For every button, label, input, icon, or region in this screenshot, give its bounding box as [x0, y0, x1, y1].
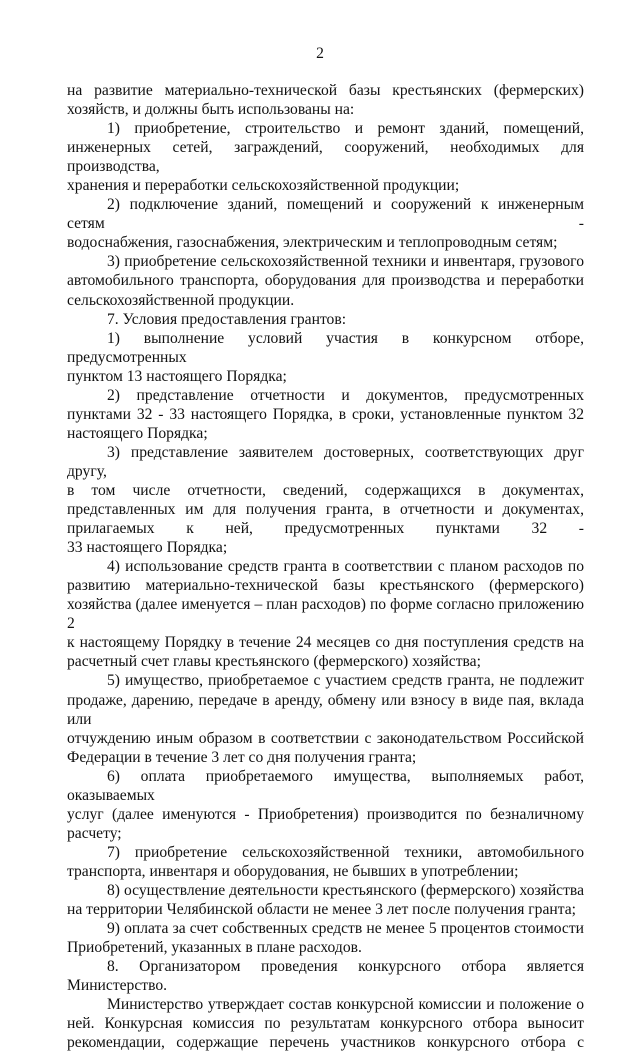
paragraph-line: 8. Организатором проведения конкурсного отбора является	[107, 958, 584, 976]
paragraph-line: 3) приобретение сельскохозяйственной техники и инвентаря, грузового	[107, 253, 584, 271]
paragraph-line: водоснабжения, газоснабжения, электрическим и теплопроводным сетям;	[67, 234, 558, 252]
paragraph-line: 4) использование средств гранта в соответствии с планом расходов по	[107, 558, 584, 576]
paragraph-line: 3) представление заявителем достоверных, соответствующих друг другу,	[67, 443, 584, 480]
paragraph-line: инженерных сетей, заграждений, сооружений, необходимых для производства,	[67, 139, 584, 176]
paragraph-line: развитию материально-технической базы крестьянского (фермерского)	[67, 577, 584, 595]
paragraph-line: пунктами 32 - 33 настоящего Порядка, в сроки, установленные пунктом 32	[67, 405, 584, 423]
paragraph-line: 2) представление отчетности и документов, предусмотренных	[107, 386, 584, 404]
paragraph-line: прилагаемых к ней, предусмотренных пунктами 32 -	[67, 520, 584, 538]
paragraph-line: сельскохозяйственной продукции.	[67, 291, 295, 309]
paragraph-line: 1) приобретение, строительство и ремонт зданий, помещений,	[107, 120, 584, 138]
paragraph-line: 1) выполнение условий участия в конкурсном отборе, предусмотренных	[67, 329, 584, 366]
paragraph-line: 7. Условия предоставления грантов:	[107, 310, 347, 328]
paragraph-line: ней. Конкурсная комиссия по результатам конкурсного отбора выносит	[67, 1015, 584, 1033]
paragraph-line: расчету;	[67, 824, 122, 842]
paragraph-line: Приобретений, указанных в плане расходов.	[67, 939, 362, 957]
paragraph-line: 7) приобретение сельскохозяйственной техники, автомобильного	[107, 843, 584, 861]
paragraph-line: Министерство утверждает состав конкурсной комиссии и положение о	[107, 996, 584, 1014]
paragraph-line: 8) осуществление деятельности крестьянского (фермерского) хозяйства	[107, 881, 584, 899]
paragraph-line: 2) подключение зданий, помещений и сооружений к инженерным сетям -	[67, 196, 584, 233]
paragraph-line: 9) оплата за счет собственных средств не менее 5 процентов стоимости	[107, 920, 584, 938]
paragraph-line: транспорта, инвентаря и оборудования, не бывших в употреблении;	[67, 862, 519, 880]
paragraph-line: 33 настоящего Порядка;	[67, 539, 228, 557]
paragraph-line: рекомендации, содержащие перечень участников конкурсного отбора с	[67, 1034, 584, 1052]
paragraph-line: автомобильного транспорта, оборудования для производства и переработки	[67, 272, 584, 290]
paragraph-line: в том числе отчетности, сведений, содержащихся в документах,	[67, 481, 584, 499]
paragraph-line: 6) оплата приобретаемого имущества, выполняемых работ, оказываемых	[67, 767, 584, 804]
paragraph-line: хозяйства (далее именуется – план расходов) по форме согласно приложению 2	[67, 596, 584, 633]
paragraph-line: услуг (далее именуются - Приобретения) производится по безналичному	[67, 805, 584, 823]
paragraph-line: пунктом 13 настоящего Порядка;	[67, 367, 287, 385]
paragraph-line: хранения и переработки сельскохозяйственной продукции;	[67, 177, 460, 195]
paragraph-line: хозяйств, и должны быть использованы на:	[67, 101, 355, 119]
page-number: 2	[316, 45, 324, 62]
paragraph-line: продаже, дарению, передаче в аренду, обмену или взносу в виде пая, вклада или	[67, 691, 584, 728]
paragraph-line: отчуждению иным образом в соответствии с законодательством Российской	[67, 729, 584, 747]
paragraph-line: 5) имущество, приобретаемое с участием средств гранта, не подлежит	[107, 672, 584, 690]
paragraph-line: на развитие материально-технической базы крестьянских (фермерских)	[67, 82, 584, 99]
paragraph-line: Министерство.	[67, 977, 168, 995]
paragraph-line: Федерации в течение 3 лет со дня получения гранта;	[67, 748, 417, 766]
document-body	[67, 81, 584, 1052]
paragraph-line: на территории Челябинской области не менее 3 лет после получения гранта;	[67, 901, 576, 919]
paragraph-line: расчетный счет главы крестьянского (фермерского) хозяйства;	[67, 653, 481, 671]
paragraph-line: представленных им для получения гранта, в отчетности и документах,	[67, 501, 584, 519]
paragraph-line: настоящего Порядка;	[67, 424, 208, 442]
paragraph-line: к настоящему Порядку в течение 24 месяцев со дня поступления средств на	[67, 634, 584, 652]
